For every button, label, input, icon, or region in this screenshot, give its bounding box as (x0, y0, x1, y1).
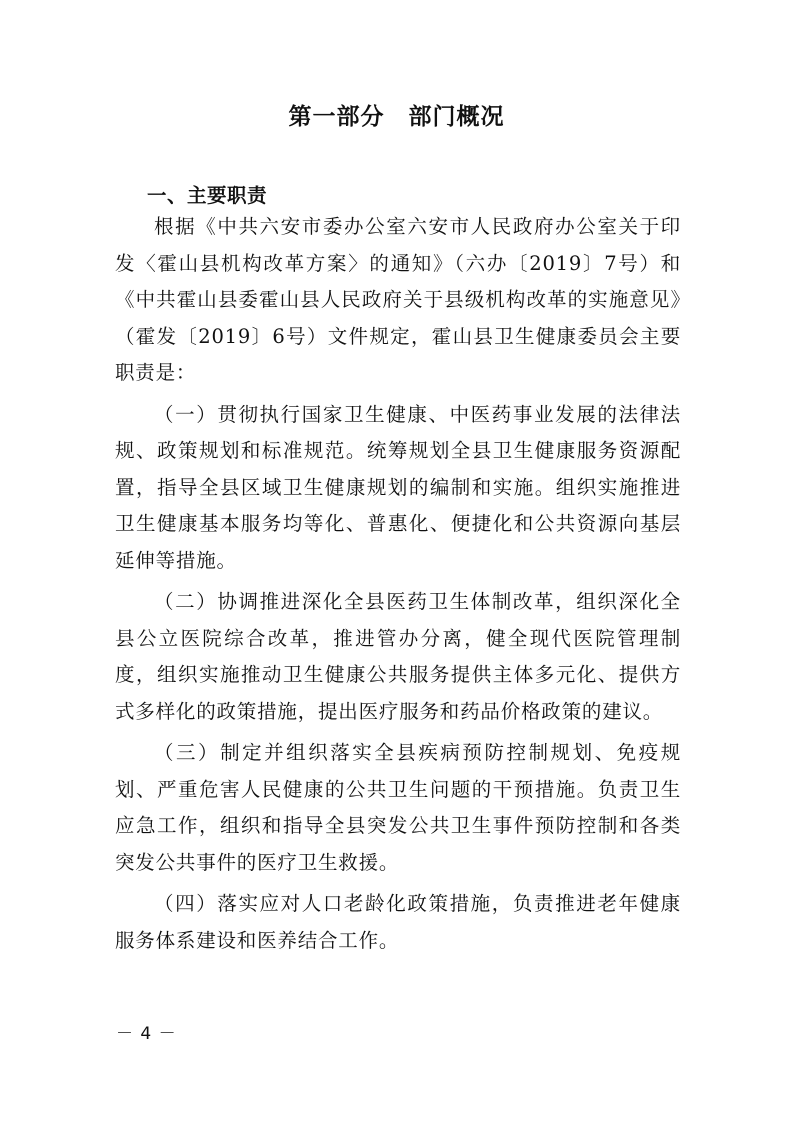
paragraph-duty-3: （三）制定并组织落实全县疾病预防控制规划、免疫规划、严重危害人民健康的公共卫生问题的干预措施。负责卫生应急工作，组织和指导全县突发公共卫生事件预防控制和各类突发公共事件的医疗卫生救援。 (115, 741, 681, 874)
paragraph-duty-2: （二）协调推进深化全县医药卫生体制改革，组织深化全县公立医院综合改革，推进管办分离，健全现代医院管理制度，组织实施推动卫生健康公共服务提供主体多元化、提供方式多样化的政策措施，提出医疗服务和药品价格政策的建议。 (115, 590, 681, 723)
paragraph-duty-4: （四）落实应对人口老龄化政策措施，负责推进老年健康服务体系建设和医养结合工作。 (115, 892, 681, 952)
section-heading: 一、主要职责 (147, 184, 268, 207)
body-text (115, 209, 681, 959)
page-number: － 4 － (116, 1024, 177, 1044)
paragraph-duty-1: （一）贯彻执行国家卫生健康、中医药事业发展的法律法规、政策规划和标准规范。统筹规划全县卫生健康服务资源配置，指导全县区域卫生健康规划的编制和实施。组织实施推进卫生健康基本服务均等化、普惠化、便捷化和公共资源向基层延伸等措施。 (115, 402, 681, 572)
page-title: 第一部分 部门概况 (288, 104, 505, 130)
paragraph-intro: 根据《中共六安市委办公室六安市人民政府办公室关于印发〈霍山县机构改革方案〉的通知》（六办〔2019〕7号）和《中共霍山县委霍山县人民政府关于县级机构改革的实施意见》（霍发〔2019〕6号）文件规定，霍山县卫生健康委员会主要职责是： (115, 215, 681, 384)
